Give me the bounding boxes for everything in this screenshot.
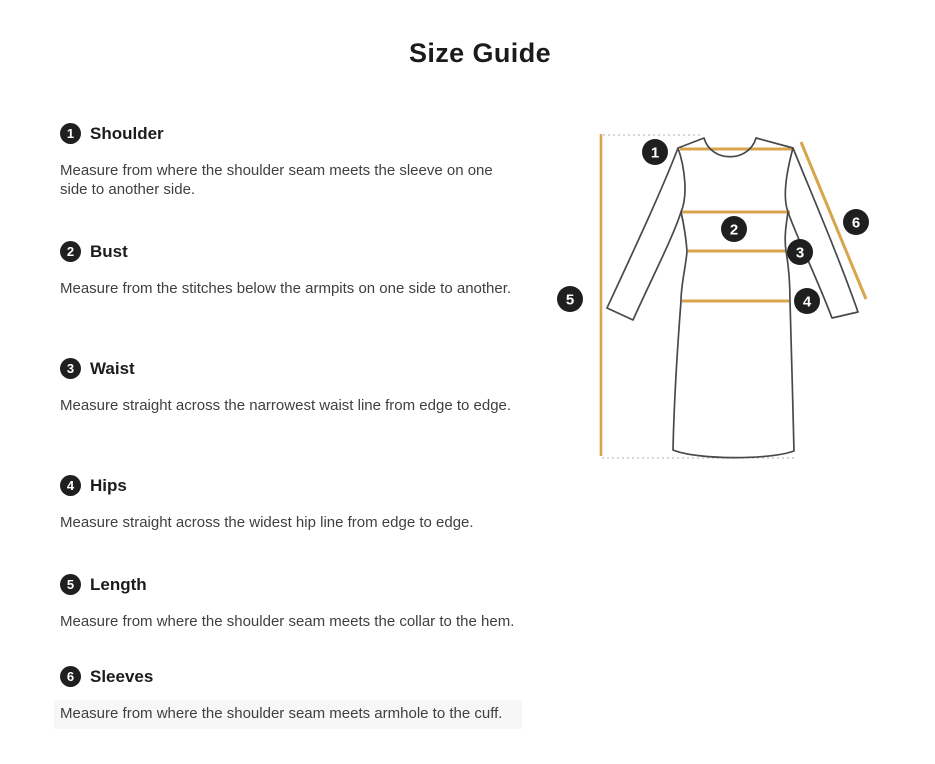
number-badge-icon: 6 [60, 666, 81, 687]
diagram-marker-hips [794, 288, 820, 314]
diagram-marker-waist [787, 239, 813, 265]
number-badge-icon: 3 [60, 358, 81, 379]
measurement-item-bust [60, 241, 522, 298]
number-badge-icon: 1 [60, 123, 81, 144]
measurement-name: Shoulder [90, 123, 164, 143]
measurement-description: Measure straight across the widest hip line from edge to edge. [60, 514, 474, 531]
measurement-description: Measure from the stitches below the armpits on one side to another. [60, 280, 512, 297]
measurement-description: Measure straight across the narrowest waist line from edge to edge. [60, 397, 512, 414]
number-badge-icon: 4 [60, 475, 81, 496]
measurement-item-shoulder [60, 123, 522, 199]
marker-number: 5 [565, 291, 575, 309]
measurement-item-waist [60, 358, 522, 415]
number-badge-icon: 2 [60, 241, 81, 262]
marker-number: 4 [802, 293, 812, 311]
measurement-name: Sleeves [90, 666, 154, 686]
measurement-heading [60, 666, 522, 687]
diagram-marker-length [557, 286, 583, 312]
marker-number: 6 [851, 214, 861, 232]
measurement-heading [60, 123, 522, 144]
measurement-item-sleeves [60, 666, 522, 729]
measurement-name: Waist [90, 358, 135, 378]
measurement-description: Measure from where the shoulder seam meets the sleeve on one side to another side. [60, 162, 493, 198]
measurement-heading [60, 358, 522, 379]
measurement-name: Length [90, 574, 147, 594]
measurement-name: Bust [90, 241, 128, 261]
page-title: Size Guide [408, 38, 552, 68]
measurement-item-length [60, 574, 522, 631]
dress-left-sleeve-outline [607, 148, 681, 320]
dress-body-outline [673, 138, 794, 458]
number-badge-icon: 5 [60, 574, 81, 595]
measurement-heading [60, 241, 522, 262]
marker-number: 2 [729, 221, 739, 239]
measurement-description: Measure from where the shoulder seam meets armhole to the cuff. [54, 700, 522, 729]
measurement-heading [60, 475, 522, 496]
dress-diagram [548, 105, 893, 475]
measurement-item-hips [60, 475, 522, 532]
marker-number: 3 [795, 244, 805, 262]
diagram-marker-bust [721, 216, 747, 242]
diagram-marker-shoulder [642, 139, 668, 165]
measurement-name: Hips [90, 475, 127, 495]
marker-number: 1 [650, 144, 660, 162]
diagram-marker-sleeves [843, 209, 869, 235]
measurement-description: Measure from where the shoulder seam meets the collar to the hem. [60, 613, 515, 630]
measurement-heading [60, 574, 522, 595]
